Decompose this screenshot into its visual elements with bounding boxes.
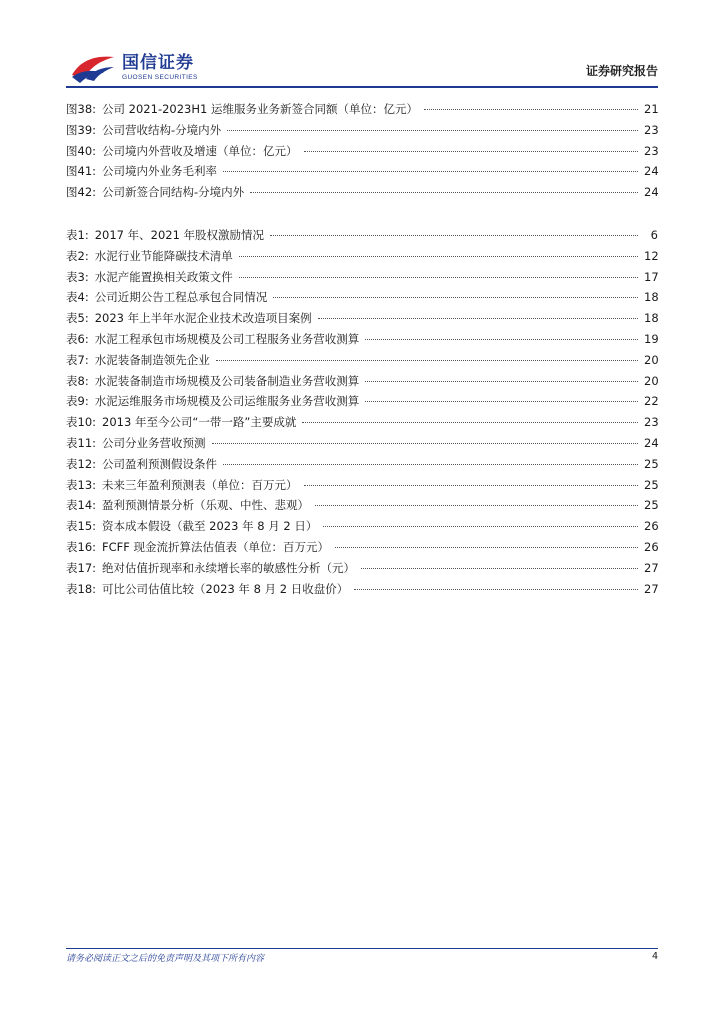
figure-list [66, 101, 658, 205]
entry-label: 表7: [66, 352, 89, 367]
dot-leader [227, 130, 638, 131]
entry-page-number: 17 [644, 269, 659, 284]
entry-label: 图38: [66, 102, 97, 116]
dot-leader [302, 422, 638, 423]
entry-title: 水泥装备制造领先企业 [94, 352, 210, 367]
table-entry[interactable] [66, 373, 658, 394]
entry-label: 表8: [66, 373, 89, 388]
dot-leader [216, 360, 638, 361]
table-entry[interactable] [66, 581, 658, 602]
dot-leader [361, 568, 638, 569]
logo-english-name: GUOSEN SECURITIES [122, 73, 198, 81]
figure-entry[interactable] [66, 163, 658, 184]
entry-title: 公司境内外营收及增速（单位：亿元） [102, 143, 298, 158]
table-entry[interactable] [66, 497, 658, 518]
dot-leader [323, 526, 638, 527]
entry-label: 表17: [66, 560, 97, 575]
entry-title: 盈利预测情景分析（乐观、中性、悲观） [102, 498, 310, 513]
entry-label: 表9: [66, 394, 89, 409]
dot-leader [354, 589, 638, 590]
entry-page-number: 18 [644, 290, 659, 305]
dot-leader [223, 171, 638, 172]
table-entry[interactable] [66, 289, 658, 310]
entry-page-number: 21 [644, 102, 659, 116]
entry-label: 表3: [66, 269, 89, 284]
entry-page-number: 24 [644, 185, 659, 200]
dot-leader [239, 277, 638, 278]
entry-title: 公司新签合同结构-分境内外 [102, 185, 245, 200]
page-number: 4 [651, 951, 658, 962]
page-header [66, 50, 658, 86]
entry-label: 表5: [66, 311, 89, 326]
entry-label: 图39: [66, 122, 97, 137]
dot-leader [239, 256, 638, 257]
dot-leader [304, 151, 638, 152]
entry-title: 水泥运维服务市场规模及公司运维服务业务营收测算 [94, 394, 360, 409]
logo-chinese-name: 国信证券 [122, 52, 194, 73]
entry-page-number: 26 [644, 539, 659, 554]
dot-leader [212, 443, 638, 444]
entry-title: 水泥产能置换相关政策文件 [94, 269, 233, 284]
entry-label: 表18: [66, 581, 97, 596]
table-entry[interactable] [66, 435, 658, 456]
table-entry[interactable] [66, 227, 658, 248]
entry-page-number: 20 [644, 352, 659, 367]
entry-title: 未来三年盈利预测表（单位：百万元） [102, 477, 298, 492]
entry-label: 表1: [66, 228, 89, 242]
entry-title: 公司分业务营收预测 [102, 435, 206, 450]
figure-entry[interactable] [66, 101, 658, 122]
entry-title: 2017 年、2021 年股权激励情况 [94, 228, 265, 242]
entry-title: 水泥工程承包市场规模及公司工程服务业务营收测算 [94, 331, 360, 346]
entry-label: 图40: [66, 143, 97, 158]
table-entry[interactable] [66, 331, 658, 352]
guosen-logo [70, 52, 198, 84]
entry-page-number: 23 [644, 415, 659, 430]
figure-entry[interactable] [66, 122, 658, 143]
table-entry[interactable] [66, 518, 658, 539]
entry-page-number: 27 [644, 581, 659, 596]
dot-leader [365, 381, 638, 382]
entry-title: 绝对估值折现率和永续增长率的敏感性分析（元） [102, 560, 356, 575]
entry-title: 可比公司估值比较（2023 年 8 月 2 日收盘价） [102, 581, 349, 596]
entry-label: 表4: [66, 290, 89, 305]
table-entry[interactable] [66, 539, 658, 560]
table-entry[interactable] [66, 269, 658, 290]
entry-page-number: 23 [644, 143, 659, 158]
entry-label: 表6: [66, 331, 89, 346]
entry-label: 表11: [66, 435, 97, 450]
dot-leader [335, 547, 638, 548]
table-entry[interactable] [66, 477, 658, 498]
entry-title: 公司 2021-2023H1 运维服务业务新签合同额（单位：亿元） [102, 102, 418, 116]
entry-title: 公司营收结构-分境内外 [102, 122, 222, 137]
entry-page-number: 26 [644, 519, 659, 534]
dot-leader [365, 401, 638, 402]
table-entry[interactable] [66, 352, 658, 373]
entry-page-number: 20 [644, 373, 659, 388]
entry-page-number: 23 [644, 122, 659, 137]
footer-divider [66, 948, 658, 949]
entry-title: FCFF 现金流折算法估值表（单位：百万元） [102, 539, 330, 554]
entry-title: 资本成本假设（截至 2023 年 8 月 2 日） [102, 519, 318, 534]
entry-title: 公司盈利预测假设条件 [102, 456, 218, 471]
table-entry[interactable] [66, 248, 658, 269]
entry-title: 公司境内外业务毛利率 [102, 164, 218, 179]
entry-title: 水泥装备制造市场规模及公司装备制造业务营收测算 [94, 373, 360, 388]
figure-entry[interactable] [66, 143, 658, 164]
guosen-logo-icon [70, 53, 116, 83]
figure-entry[interactable] [66, 184, 658, 205]
report-type-label: 证券研究报告 [585, 64, 658, 78]
entry-label: 表12: [66, 456, 97, 471]
entry-label: 图41: [66, 164, 97, 179]
dot-leader [273, 297, 638, 298]
entry-label: 表14: [66, 498, 97, 513]
entry-page-number: 24 [644, 164, 659, 179]
dot-leader [315, 505, 638, 506]
entry-page-number: 19 [644, 331, 659, 346]
entry-page-number: 25 [644, 498, 659, 513]
entry-label: 图42: [66, 185, 97, 200]
dot-leader [318, 318, 638, 319]
entry-page-number: 22 [644, 394, 659, 409]
dot-leader [250, 192, 638, 193]
entry-title: 水泥行业节能降碳技术清单 [94, 248, 233, 263]
entry-label: 表10: [66, 415, 97, 430]
dot-leader [270, 235, 638, 236]
entry-title: 2023 年上半年水泥企业技术改造项目案例 [94, 311, 312, 326]
entry-page-number: 24 [644, 435, 659, 450]
entry-page-number: 25 [644, 477, 659, 492]
entry-page-number: 18 [644, 311, 659, 326]
entry-label: 表16: [66, 539, 97, 554]
entry-page-number: 6 [650, 228, 658, 242]
table-entry[interactable] [66, 456, 658, 477]
dot-leader [304, 485, 638, 486]
entry-page-number: 27 [644, 560, 659, 575]
dot-leader [365, 339, 638, 340]
dot-leader [223, 464, 638, 465]
entry-label: 表15: [66, 519, 97, 534]
disclaimer-notice: 请务必阅读正文之后的免责声明及其项下所有内容 [66, 954, 265, 964]
entry-label: 表13: [66, 477, 97, 492]
table-entry[interactable] [66, 393, 658, 414]
table-entry[interactable] [66, 560, 658, 581]
entry-page-number: 12 [644, 248, 659, 263]
header-divider [66, 86, 658, 88]
dot-leader [424, 109, 638, 110]
table-entry[interactable] [66, 414, 658, 435]
entry-title: 2013 年至今公司“一带一路”主要成就 [102, 415, 297, 430]
table-list [66, 227, 658, 601]
entry-page-number: 25 [644, 456, 659, 471]
table-entry[interactable] [66, 310, 658, 331]
entry-title: 公司近期公告工程总承包合同情况 [94, 290, 268, 305]
entry-label: 表2: [66, 248, 89, 263]
